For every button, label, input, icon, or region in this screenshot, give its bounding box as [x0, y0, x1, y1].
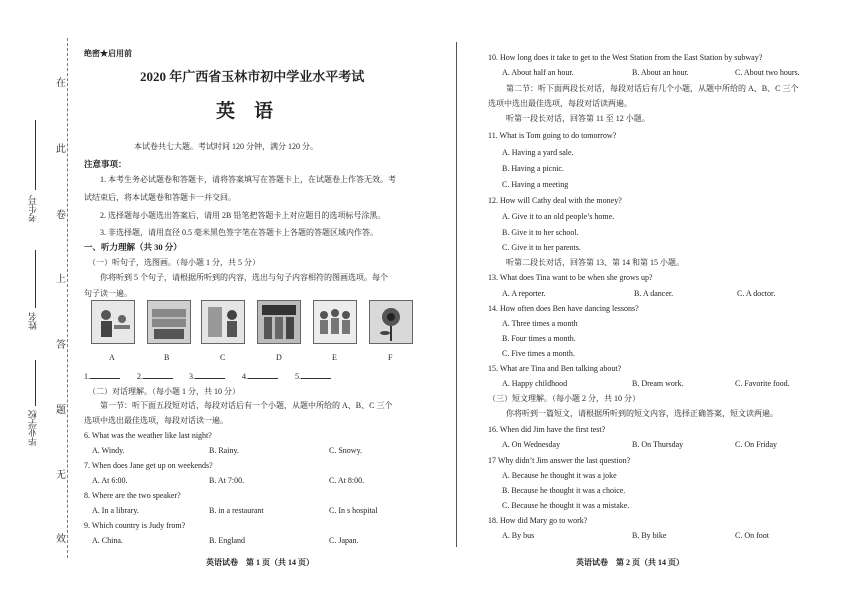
picture-label: F	[388, 353, 393, 362]
option-b[interactable]: B. Dream work.	[632, 379, 684, 388]
option-b[interactable]: B. On Thursday	[632, 440, 684, 449]
binding-char: 此	[56, 144, 66, 155]
option-a[interactable]: A. Because he thought it was a joke	[502, 471, 617, 480]
question-stem: 15. What are Tina and Ben talking about?	[488, 364, 622, 373]
subsection-title: （二）对话理解。（每小题 1 分，共 10 分）	[88, 387, 240, 396]
option-c[interactable]: C. Japan.	[329, 536, 359, 545]
picture-label: D	[276, 353, 282, 362]
question-stem: 12. How will Cathy deal with the money?	[488, 196, 622, 205]
picture-label: E	[332, 353, 337, 362]
option-c[interactable]: C. Because he thought it was a mistake.	[502, 501, 630, 510]
option-a[interactable]: A. By bus	[502, 531, 535, 540]
picture-b	[147, 300, 191, 344]
option-a[interactable]: A. Happy childhood	[502, 379, 568, 388]
option-b[interactable]: B. Having a picnic.	[502, 164, 564, 173]
option-a[interactable]: A. China.	[92, 536, 123, 545]
option-a[interactable]: A. Windy.	[92, 446, 125, 455]
instruction-line: 你将听到一篇短文，请根据所听到的短文内容，选择正确答案，短文读两遍。	[506, 409, 778, 418]
question-stem: 14. How often does Ben have dancing lessons?	[488, 304, 639, 313]
question-stem: 13. What does Tina want to be when she grows up?	[488, 273, 653, 282]
instruction-line: 你将听到 5 个句子，请根据所听到的内容，选出与句子内容相符的图画选项。每个	[100, 273, 388, 282]
option-a[interactable]: A. On Wednesday	[502, 440, 561, 449]
binding-char: 题	[56, 405, 66, 416]
option-b[interactable]: B. England	[209, 536, 245, 545]
option-c[interactable]: C. Snowy.	[329, 446, 363, 455]
field-candidate-number-line[interactable]	[35, 120, 36, 190]
option-a[interactable]: A. Give it to an old people’s home.	[502, 212, 615, 221]
question-stem: 10. How long does it take to get to the West Station from the East Station by subway?	[488, 53, 763, 62]
picture-f	[369, 300, 413, 344]
notice-line: 2. 选择题每小题选出答案后，请用 2B 铅笔把答题卡上对应题目的选项标号涂黑。	[100, 211, 386, 220]
binding-char: 答	[56, 340, 66, 351]
answer-blank[interactable]: 2.	[137, 370, 173, 381]
field-school-line[interactable]	[35, 360, 36, 406]
secret-label: 绝密★启用前	[84, 49, 132, 58]
option-b[interactable]: B. At 7:00.	[209, 476, 245, 485]
option-b[interactable]: B. About an hour.	[632, 68, 689, 77]
option-b[interactable]: B. A dancer.	[634, 289, 674, 298]
question-stem: 8. Where are the two speaker?	[84, 491, 181, 500]
option-a[interactable]: A. Three times a month	[502, 319, 578, 328]
question-stem: 17 Why didn’t Jim answer the last question?	[488, 456, 631, 465]
option-c[interactable]: C. A doctor.	[737, 289, 776, 298]
option-b[interactable]: B. Give it to her school.	[502, 228, 579, 237]
option-a[interactable]: A. About half an hour.	[502, 68, 574, 77]
option-a[interactable]: A. A reporter.	[502, 289, 546, 298]
page-footer: 英语试卷 第 2 页（共 14 页）	[576, 558, 684, 567]
answer-blank[interactable]: 4.	[242, 370, 278, 381]
option-b[interactable]: B. Four times a month.	[502, 334, 576, 343]
binding-char: 效	[56, 534, 66, 545]
binding-char: 卷	[56, 210, 66, 221]
option-c[interactable]: C. Favorite food.	[735, 379, 790, 388]
option-c[interactable]: C. In s hospital	[329, 506, 378, 515]
subject-title: 英 语	[216, 101, 274, 122]
picture-c	[201, 300, 245, 344]
option-b[interactable]: B. in a restaurant	[209, 506, 264, 515]
option-b[interactable]: B. Rainy.	[209, 446, 239, 455]
page-footer: 英语试卷 第 1 页（共 14 页）	[206, 558, 314, 567]
option-c[interactable]: C. About two hours.	[735, 68, 800, 77]
answer-blank[interactable]: 3.	[189, 370, 225, 381]
option-c[interactable]: C. Give it to her parents.	[502, 243, 581, 252]
binding-dashed-line	[67, 38, 68, 558]
picture-label: C	[220, 353, 226, 362]
conversation-heading: 听第二段长对话，回答第 13、第 14 和第 15 小题。	[506, 258, 684, 267]
answer-blank[interactable]: 5.	[295, 370, 331, 381]
notice-line: 3. 非选择题，请用直径 0.5 毫米黑色签字笔在答题卡上各题的答题区域内作答。	[100, 228, 378, 237]
field-school-label: 毕业学校	[28, 410, 38, 446]
picture-label: A	[109, 353, 115, 362]
instruction-line: 选项中选出最佳选项，每段对话读两遍。	[488, 99, 632, 108]
question-stem: 6. What was the weather like last night?	[84, 431, 212, 440]
field-name-line[interactable]	[35, 250, 36, 308]
answer-blank[interactable]: 1.	[84, 370, 120, 381]
section-listening-title: 一、听力理解（共 30 分）	[84, 242, 182, 252]
instruction-line: 第一节：听下面五段短对话，每段对话后有一个小题，从题中所给的 A、B、C 三个	[100, 401, 393, 410]
option-b[interactable]: B. Because he thought it was a choice.	[502, 486, 626, 495]
exam-intro: 本试卷共七大题。考试时间 120 分钟，满分 120 分。	[134, 142, 318, 151]
notice-line: 1. 本考生务必试题卷和答题卡，请将答案填写在答题卡上，在试题卷上作答无效。考	[100, 175, 396, 184]
subsection-title: （一）听句子，选图画。（每小题 1 分，共 5 分）	[88, 258, 260, 267]
subsection-title: （三）短文理解。（每小题 2 分，共 10 分）	[488, 394, 640, 403]
picture-a	[91, 300, 135, 344]
picture-label: B	[164, 353, 170, 362]
notice-title: 注意事项：	[84, 159, 127, 169]
picture-d	[257, 300, 301, 344]
instruction-line: 选项中选出最佳选项，每段对话读一遍。	[84, 416, 228, 425]
option-a[interactable]: A. At 6:00.	[92, 476, 128, 485]
option-c[interactable]: C. Having a meeting	[502, 180, 569, 189]
question-stem: 9. Which country is Judy from?	[84, 521, 186, 530]
binding-char: 上	[56, 274, 66, 285]
binding-char: 无	[56, 470, 66, 481]
option-a[interactable]: A. In a library.	[92, 506, 139, 515]
question-stem: 7. When does Jane get up on weekends?	[84, 461, 213, 470]
question-stem: 16. When did Jim have the first test?	[488, 425, 606, 434]
notice-line: 试结束后，将本试题卷和答题卡一并交回。	[84, 193, 236, 202]
picture-e	[313, 300, 357, 344]
instruction-line: 第二节：听下面两段长对话，每段对话后有几个小题，从题中所给的 A、B、C 三个	[506, 84, 799, 93]
instruction-line: 句子读一遍。	[84, 289, 132, 298]
exam-title: 2020 年广西省玉林市初中学业水平考试	[140, 69, 365, 84]
field-candidate-number-label: 考生号	[28, 195, 38, 222]
page-divider	[456, 42, 457, 547]
option-a[interactable]: A. Having a yard sale.	[502, 148, 574, 157]
option-c[interactable]: C. On Friday	[735, 440, 777, 449]
question-stem: 18. How did Mary go to work?	[488, 516, 588, 525]
option-c[interactable]: C. At 8:00.	[329, 476, 365, 485]
conversation-heading: 听第一段长对话，回答第 11 至 12 小题。	[506, 114, 650, 123]
binding-char: 在	[56, 78, 66, 89]
question-stem: 11. What is Tom going to do tomorrow?	[488, 131, 617, 140]
option-c[interactable]: C. On foot	[735, 531, 769, 540]
option-c[interactable]: C. Five times a month.	[502, 349, 575, 358]
option-b[interactable]: B. By bike	[632, 531, 667, 540]
field-name-label: 姓名	[28, 312, 38, 330]
